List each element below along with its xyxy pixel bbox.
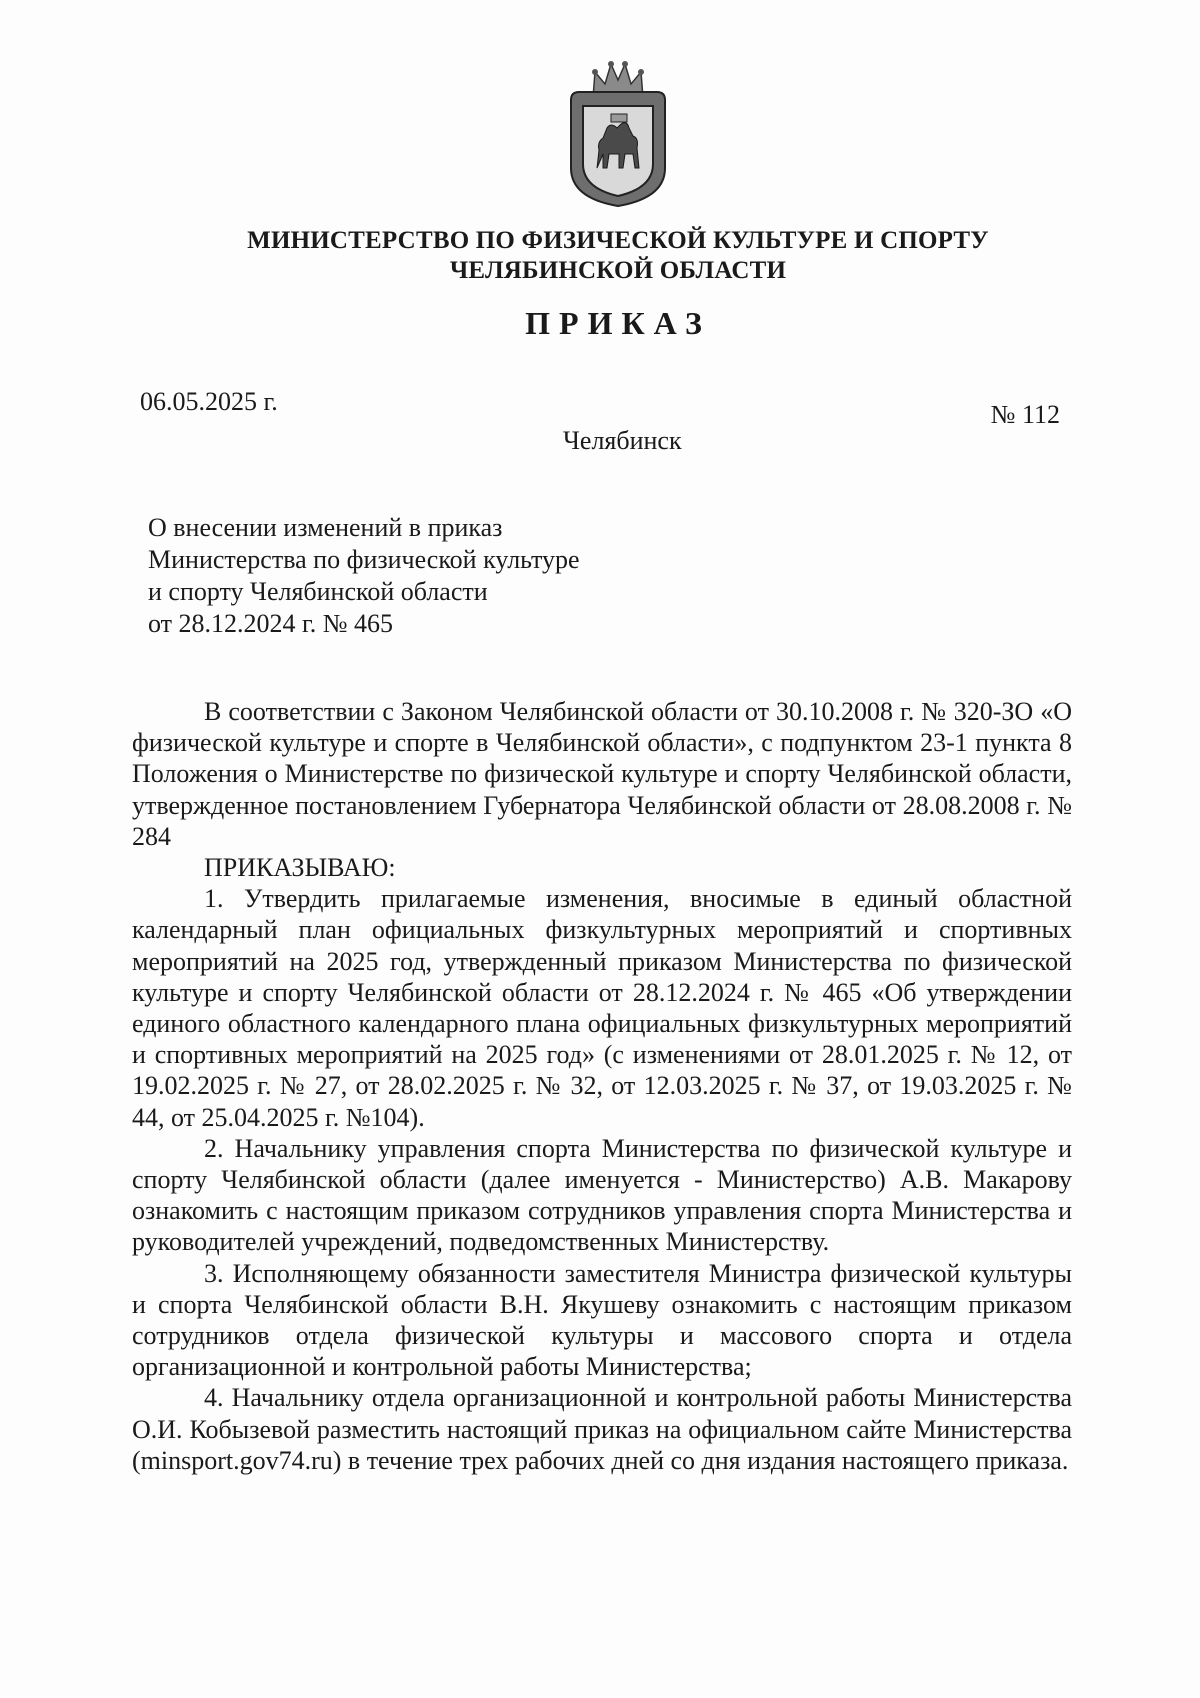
- document-subject: [148, 512, 580, 640]
- document-body: [132, 696, 1072, 1476]
- order-item-3: 3. Исполняющему обязанности заместителя Министра физической культуры и спорта Челябинской области В.Н. Якушеву ознакомить с настоящим приказом сотрудников отдела физической культуры и массового спорта и отдела организационной и контрольной работы Министерства;: [132, 1258, 1072, 1382]
- document-type-title: ПРИКАЗ: [525, 305, 711, 341]
- ministry-name-line1: МИНИСТЕРСТВО ПО ФИЗИЧЕСКОЙ КУЛЬТУРЕ И СПОРТУ: [247, 227, 989, 254]
- order-word: ПРИКАЗЫВАЮ:: [204, 853, 396, 883]
- ministry-name: [0, 226, 1200, 286]
- order-item-1: 1. Утвердить прилагаемые изменения, вносимые в единый областной календарный план официальных физкультурных мероприятий и спортивных мероприятий на 2025 год, утвержденный приказом Министерства по физической культуре и спорту Челябинской области от 28.12.2024 г. № 465 «Об утверждении единого областного календарного плана официальных физкультурных мероприятий и спортивных мероприятий на 2025 год» (с изменениями от 28.01.2025 г. № 12, от 19.02.2025 г. № 27, от 28.02.2025 г. № 32, от 12.03.2025 г. № 37, от 19.03.2025 г. № 44, от 25.04.2025 г. №104).: [132, 884, 1072, 1132]
- order-item-4: 4. Начальнику отдела организационной и контрольной работы Министерства О.И. Кобызевой разместить настоящий приказ на официальном сайте Министерства (minsport.gov74.ru) в течение трех рабочих дней со дня издания настоящего приказа.: [132, 1383, 1072, 1475]
- document-number: № 112: [990, 400, 1060, 429]
- subject-line: О внесении изменений в приказ: [148, 513, 503, 542]
- order-item-2: 2. Начальнику управления спорта Министерства по физической культуре и спорту Челябинской области (далее именуется - Министерство) А.В. Макарову ознакомить с настоящим приказом сотрудников управления спорта Министерства и руководителей учреждений, подведомственных Министерству.: [132, 1133, 1072, 1257]
- document-date: 06.05.2025 г.: [140, 387, 278, 416]
- subject-line: Министерства по физической культуре: [148, 545, 580, 574]
- document-city: Челябинск: [563, 426, 682, 455]
- ministry-name-line2: ЧЕЛЯБИНСКОЙ ОБЛАСТИ: [449, 257, 787, 284]
- chelyabinsk-coat-of-arms-icon: [563, 58, 673, 208]
- subject-line: от 28.12.2024 г. № 465: [148, 609, 394, 638]
- subject-line: и спорту Челябинской области: [148, 577, 488, 606]
- preamble-paragraph: В соответствии с Законом Челябинской области от 30.10.2008 г. № 320-ЗО «О физической культуре и спорте в Челябинской области», с подпунктом 23-1 пункта 8 Положения о Министерстве по физической культуре и спорту Челябинской области, утвержденное постановлением Губернатора Челябинской области от 28.08.2008 г. № 284: [132, 697, 1072, 851]
